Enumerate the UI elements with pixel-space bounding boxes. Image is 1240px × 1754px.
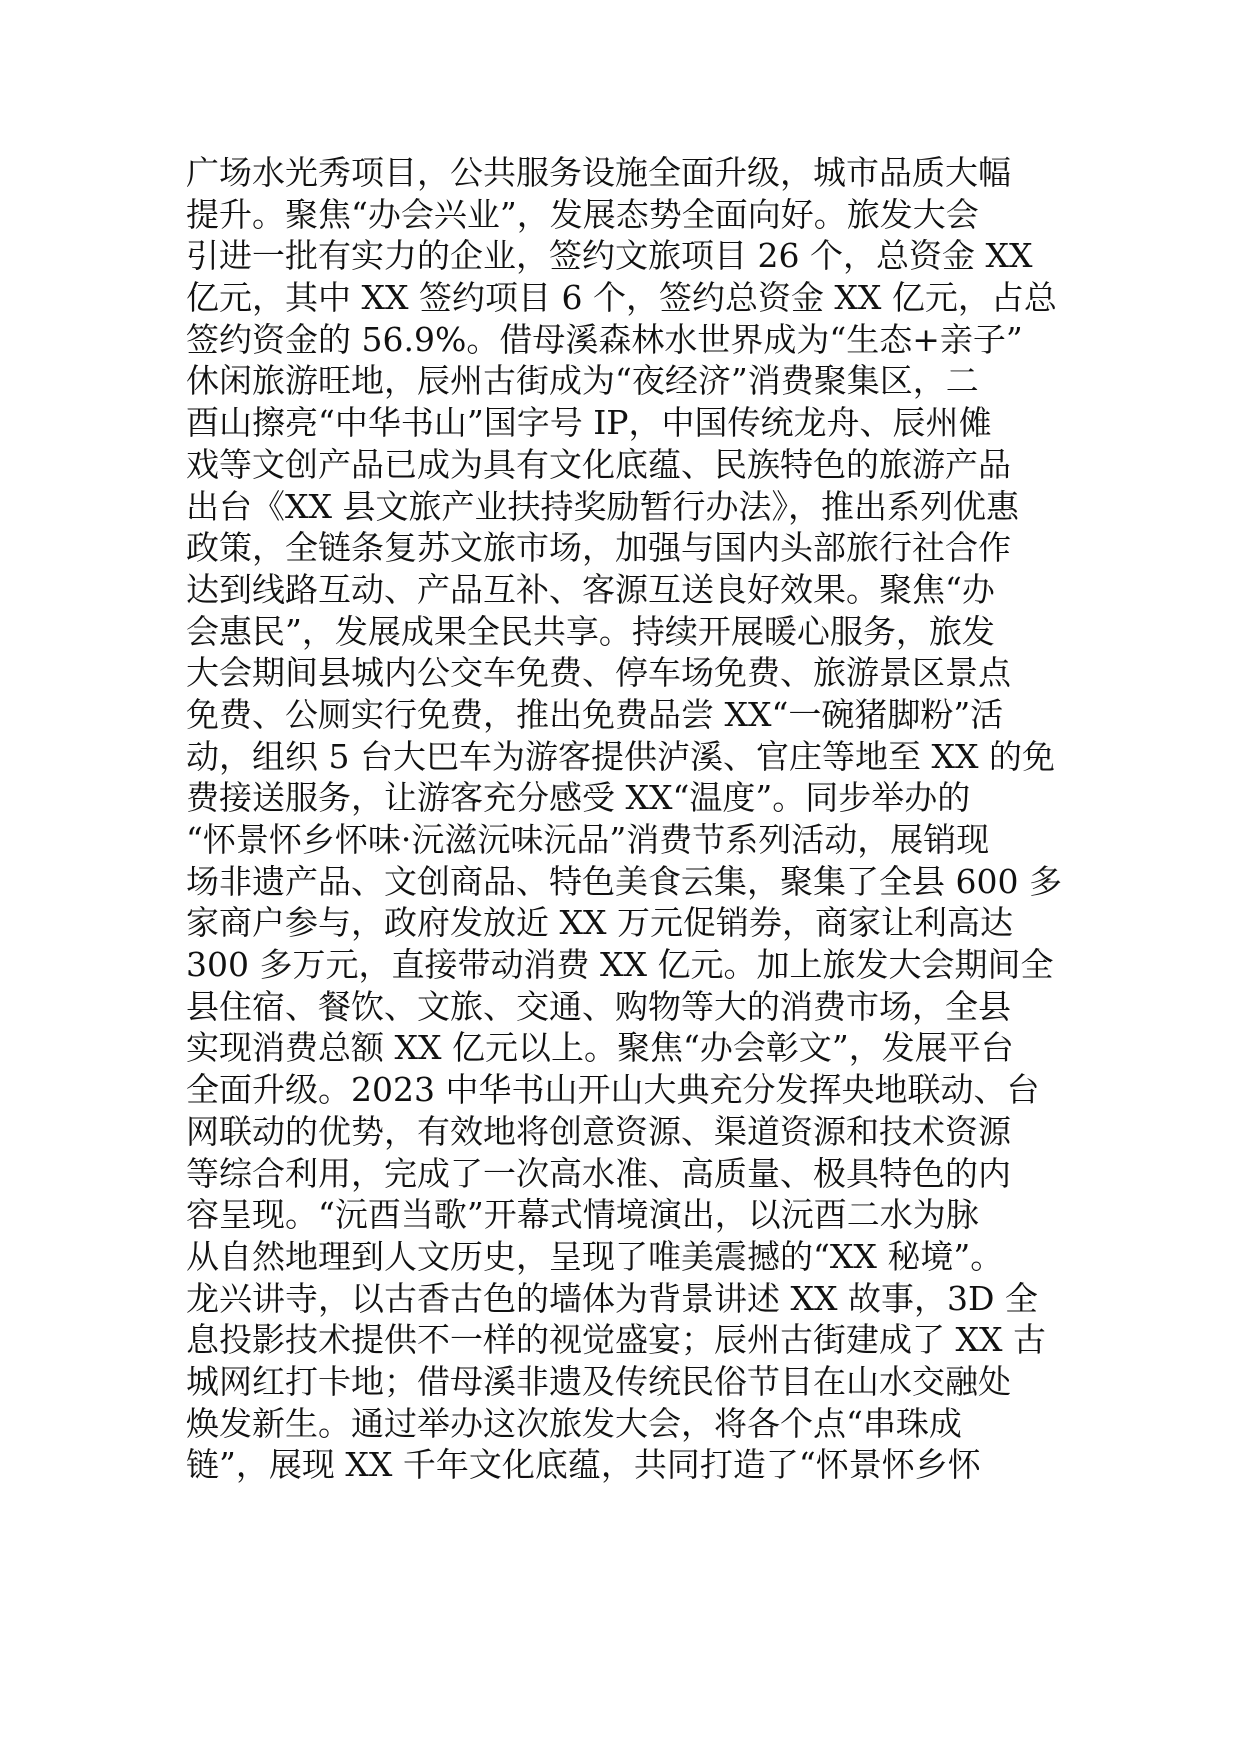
text-line: 场非遗产品、文创商品、特色美食云集，聚集了全县 600 多 <box>186 861 1062 901</box>
text-line: 亿元，其中 XX 签约项目 6 个，签约总资金 XX 亿元，占总 <box>186 278 1057 318</box>
text-line: 链”，展现 XX 千年文化底蕴，共同打造了“怀景怀乡怀 <box>186 1445 981 1485</box>
text-line: “怀景怀乡怀味·沅滋沅味沅品”消费节系列活动，展销现 <box>186 820 990 859</box>
text-line: 费接送服务，让游客充分感受 XX“温度”。同步举办的 <box>186 778 971 818</box>
text-line: 免费、公厕实行免费，推出免费品尝 XX“一碗猪脚粉”活 <box>186 694 1004 734</box>
text-line: 戏等文创产品已成为具有文化底蕴、民族特色的旅游产品 <box>186 444 1011 484</box>
text-line: 大会期间县城内公交车免费、停车场免费、旅游景区景点 <box>186 653 1011 693</box>
text-line: 酉山擦亮“中华书山”国字号 IP，中国传统龙舟、辰州傩 <box>186 403 992 443</box>
text-line: 全面升级。2023 中华书山开山大典充分发挥央地联动、台 <box>186 1070 1040 1110</box>
text-line: 息投影技术提供不一样的视觉盛宴；辰州古街建成了 XX 古 <box>186 1320 1046 1360</box>
text-line: 实现消费总额 XX 亿元以上。聚焦“办会彰文”，发展平台 <box>186 1028 1014 1068</box>
text-line: 容呈现。“沅酉当歌”开幕式情境演出，以沅酉二水为脉 <box>186 1195 979 1235</box>
text-line: 300 多万元，直接带动消费 XX 亿元。加上旅发大会期间全 <box>186 945 1054 985</box>
text-line: 达到线路互动、产品互补、客源互送良好效果。聚焦“办 <box>186 569 995 609</box>
text-line: 政策，全链条复苏文旅市场，加强与国内头部旅行社合作 <box>186 528 1011 568</box>
text-line: 动，组织 5 台大巴车为游客提供泸溪、官庄等地至 XX 的免 <box>186 736 1055 776</box>
text-line: 龙兴讲寺，以古香古色的墙体为背景讲述 XX 故事，3D 全 <box>186 1278 1038 1318</box>
text-line: 休闲旅游旺地，辰州古街成为“夜经济”消费聚集区，二 <box>186 361 979 401</box>
text-line: 城网红打卡地；借母溪非遗及传统民俗节目在山水交融处 <box>186 1361 1011 1401</box>
text-line: 等综合利用，完成了一次高水准、高质量、极具特色的内 <box>186 1153 1011 1193</box>
text-line: 会惠民”，发展成果全民共享。持续开展暖心服务，旅发 <box>186 611 995 651</box>
text-line: 提升。聚焦“办会兴业”，发展态势全面向好。旅发大会 <box>186 194 979 234</box>
text-line: 焕发新生。通过举办这次旅发大会，将各个点“串珠成 <box>186 1403 962 1443</box>
text-line: 引进一批有实力的企业，签约文旅项目 26 个，总资金 XX <box>186 236 1033 276</box>
text-line: 广场水光秀项目，公共服务设施全面升级，城市品质大幅 <box>186 153 1011 192</box>
text-line: 出台《XX 县文旅产业扶持奖励暂行办法》，推出系列优惠 <box>186 486 1019 526</box>
text-line: 从自然地理到人文历史，呈现了唯美震撼的“XX 秘境”。 <box>186 1236 1004 1276</box>
text-line: 家商户参与，政府发放近 XX 万元促销券，商家让利高达 <box>186 903 1013 943</box>
body-paragraph <box>186 152 1066 1486</box>
text-line: 县住宿、餐饮、文旅、交通、购物等大的消费市场，全县 <box>186 986 1011 1026</box>
text-line: 网联动的优势，有效地将创意资源、渠道资源和技术资源 <box>186 1111 1011 1151</box>
text-line: 签约资金的 56.9%。借母溪森林水世界成为“生态+亲子” <box>186 319 1023 359</box>
